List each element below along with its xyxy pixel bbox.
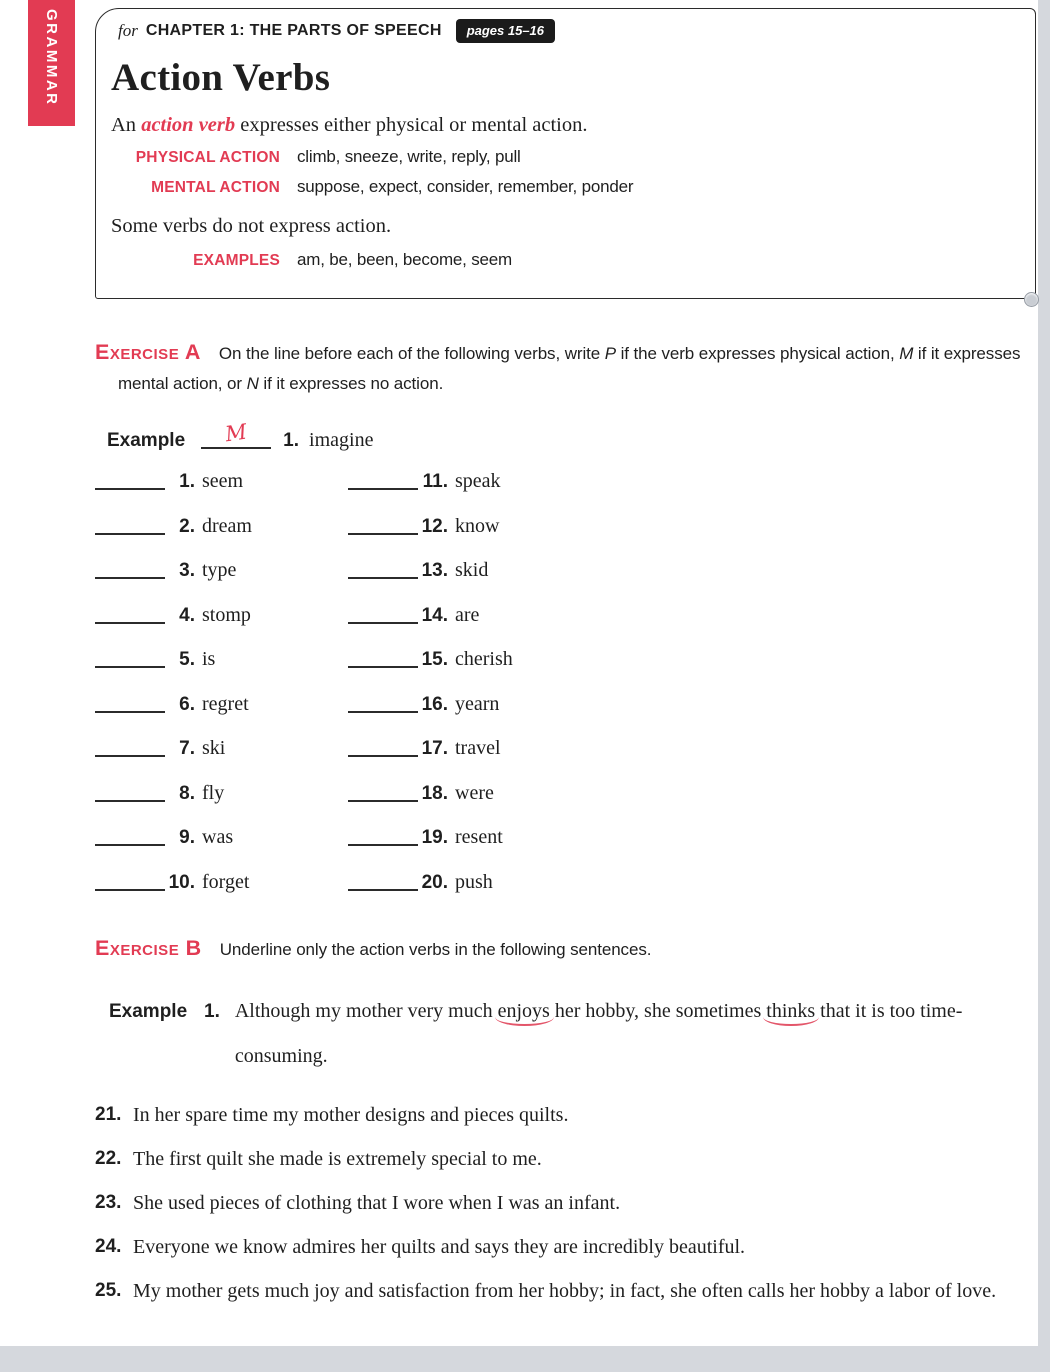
verb-number: 2.	[179, 515, 195, 537]
exercise-a-example	[107, 419, 1036, 452]
box-corner-handle[interactable]	[1024, 292, 1039, 307]
verb-word: resent	[455, 826, 503, 848]
verb-item-16	[348, 693, 513, 738]
answer-blank-18[interactable]	[348, 798, 418, 802]
verb-number: 16.	[421, 693, 448, 715]
rule-box	[95, 8, 1036, 299]
verb-word: seem	[202, 470, 244, 492]
answer-blank-4[interactable]	[95, 620, 165, 624]
verb-number: 18.	[421, 782, 448, 804]
underlined-verb-1: enjoys	[497, 1000, 550, 1022]
exercise-a-label: Exercise A	[95, 340, 201, 364]
answer-blank-13[interactable]	[348, 575, 418, 579]
physical-action-row	[108, 147, 1023, 167]
instructions-part-1: On the line before each of the following verbs, write	[218, 344, 605, 363]
sentence-text: She used pieces of clothing that I wore when I was an infant.	[133, 1192, 621, 1214]
chapter-header	[108, 17, 1023, 43]
answer-blank-1[interactable]	[95, 486, 165, 490]
verb-number: 17.	[421, 738, 448, 759]
exercise-a-section	[95, 337, 1036, 915]
verb-number: 13.	[421, 560, 448, 581]
sentence-text: Everyone we know admires her quilts and says they are incredibly beautiful.	[133, 1236, 746, 1258]
verb-word: travel	[455, 737, 501, 759]
verb-word: speak	[455, 470, 501, 492]
instructions-part-4: if it expresses no action.	[258, 374, 444, 393]
verb-number: 19.	[421, 827, 448, 848]
handwritten-answer: M	[223, 419, 249, 447]
sentence-number: 21.	[95, 1104, 122, 1125]
physical-action-examples: climb, sneeze, write, reply, pull	[297, 147, 521, 166]
example-sentence-part-1: Although my mother very much	[234, 1000, 498, 1022]
verb-item-14	[348, 604, 513, 649]
verb-item-5	[95, 648, 348, 693]
definition-sentence	[111, 114, 1023, 137]
verb-word: skid	[455, 559, 489, 581]
exercise-b-section	[95, 933, 1036, 1313]
answer-blank-17[interactable]	[348, 753, 418, 757]
answer-blank-19[interactable]	[348, 842, 418, 846]
verb-word: push	[455, 870, 493, 893]
for-label: for	[118, 21, 138, 40]
exercise-a-heading	[95, 337, 1035, 399]
instructions-part-2: if the verb expresses physical action,	[615, 344, 900, 363]
verb-number: 1.	[179, 471, 195, 492]
verb-item-20	[348, 871, 513, 916]
verb-item-18	[348, 782, 513, 827]
verb-number: 15.	[421, 649, 448, 670]
verb-item-13	[348, 559, 513, 604]
sentence-number: 24.	[95, 1236, 122, 1257]
answer-blank-11[interactable]	[348, 486, 418, 490]
verb-word: type	[202, 559, 237, 581]
examples-row	[108, 250, 1023, 270]
examples-text: am, be, been, become, seem	[297, 250, 512, 269]
verb-item-6	[95, 693, 348, 738]
example-number: 1.	[283, 430, 300, 451]
verb-item-2	[95, 515, 348, 560]
page-title: Action Verbs	[111, 56, 331, 99]
worksheet-content	[95, 8, 1036, 1313]
verb-item-8	[95, 782, 348, 827]
underlined-verb-2: thinks	[766, 1000, 816, 1022]
example-word: imagine	[309, 429, 374, 451]
sentence-text: My mother gets much joy and satisfaction from her hobby; in fact, she often calls her hobby a labor of love.	[133, 1280, 997, 1302]
instructions-part-3: if it expresses mental action, or	[118, 344, 1021, 393]
sentence-number: 23.	[95, 1192, 122, 1213]
verb-column-left	[95, 470, 348, 915]
definition-intro-post: expresses either physical or mental action.	[235, 114, 588, 136]
verb-word: fly	[202, 781, 225, 804]
instruction-letter-m: M	[899, 344, 914, 363]
verb-item-15	[348, 648, 513, 693]
sentence-21	[95, 1093, 1036, 1137]
example-label: Example	[107, 430, 186, 451]
pages-badge: pages 15–16	[456, 19, 555, 43]
answer-blank-10[interactable]	[95, 887, 165, 891]
answer-blank-12[interactable]	[348, 531, 418, 535]
answer-blank-16[interactable]	[348, 709, 418, 713]
verb-number: 7.	[179, 738, 195, 759]
verb-word: ski	[202, 737, 226, 759]
verb-item-9	[95, 826, 348, 871]
example-label: Example	[109, 1001, 188, 1022]
examples-label: EXAMPLES	[193, 252, 280, 269]
definition-note: Some verbs do not express action.	[111, 215, 392, 237]
verb-word: forget	[202, 870, 250, 893]
mental-action-label: MENTAL ACTION	[151, 179, 280, 196]
verb-item-12	[348, 515, 513, 560]
mental-action-examples: suppose, expect, consider, remember, ponder	[297, 177, 634, 196]
verb-word: know	[455, 514, 500, 537]
verb-number: 12.	[421, 515, 448, 537]
verb-item-17	[348, 737, 513, 782]
verb-word: are	[455, 603, 480, 626]
exercise-b-label: Exercise B	[95, 936, 202, 960]
verb-item-4	[95, 604, 348, 649]
physical-action-label: PHYSICAL ACTION	[135, 149, 280, 166]
verb-word: was	[202, 826, 234, 848]
verb-word: were	[455, 781, 494, 804]
answer-blank-3[interactable]	[95, 575, 165, 579]
verb-number: 4.	[179, 604, 195, 626]
example-sentence	[235, 989, 995, 1079]
verb-number: 5.	[179, 649, 195, 670]
verb-item-19	[348, 826, 513, 871]
verb-word: stomp	[202, 603, 251, 626]
verb-number: 14.	[421, 604, 448, 626]
answer-blank-8[interactable]	[95, 798, 165, 802]
term-action-verb: action verb	[141, 114, 236, 136]
example-answer-blank	[201, 419, 271, 449]
sentence-text: In her spare time my mother designs and pieces quilts.	[133, 1104, 569, 1126]
answer-blank-20[interactable]	[348, 887, 418, 891]
verb-number: 8.	[179, 782, 195, 804]
mental-action-row	[108, 177, 1023, 197]
answer-blank-15[interactable]	[348, 664, 418, 668]
example-sentence-part-2: her hobby, she sometimes	[549, 1000, 767, 1022]
sentence-24	[95, 1225, 1036, 1269]
verb-number: 10.	[168, 871, 195, 893]
exercise-a-instructions	[118, 344, 1020, 393]
answer-blank-6[interactable]	[95, 709, 165, 713]
grammar-side-tab	[28, 0, 75, 126]
verb-number: 9.	[179, 827, 195, 848]
sentence-text: The first quilt she made is extremely special to me.	[133, 1148, 542, 1170]
answer-blank-14[interactable]	[348, 620, 418, 624]
sentence-list	[95, 1093, 1036, 1313]
verb-word: cherish	[455, 648, 513, 670]
exercise-b-heading	[95, 933, 1035, 965]
answer-blank-9[interactable]	[95, 842, 165, 846]
verb-number: 11.	[422, 471, 448, 492]
verb-list	[95, 470, 1036, 915]
answer-blank-5[interactable]	[95, 664, 165, 668]
verb-word: is	[202, 648, 216, 670]
verb-number: 6.	[179, 693, 195, 715]
sentence-23	[95, 1181, 1036, 1225]
verb-number: 20.	[421, 871, 448, 893]
sentence-25	[95, 1269, 1036, 1313]
verb-word: regret	[202, 692, 249, 715]
side-tab-label: GRAMMAR	[43, 9, 60, 107]
verb-item-11	[348, 470, 513, 515]
verb-word: yearn	[455, 692, 500, 715]
definition-intro-pre: An	[111, 114, 142, 136]
instruction-letter-p: P	[604, 344, 616, 363]
verb-item-10	[95, 871, 348, 916]
verb-item-7	[95, 737, 348, 782]
example-sentence-part-3: that it is too time-consuming.	[234, 1000, 963, 1067]
verb-column-right	[348, 470, 513, 915]
verb-item-3	[95, 559, 348, 604]
example-number: 1.	[204, 1001, 220, 1022]
sentence-number: 25.	[95, 1280, 122, 1301]
answer-blank-2[interactable]	[95, 531, 165, 535]
sentence-number: 22.	[95, 1148, 122, 1169]
answer-blank-7[interactable]	[95, 753, 165, 757]
instruction-letter-n: N	[246, 374, 259, 393]
sentence-22	[95, 1137, 1036, 1181]
verb-number: 3.	[179, 560, 195, 581]
exercise-b-example	[109, 989, 1036, 1079]
verb-item-1	[95, 470, 348, 515]
verb-word: dream	[202, 514, 252, 537]
chapter-title: CHAPTER 1: THE PARTS OF SPEECH	[145, 22, 442, 39]
exercise-b-instructions: Underline only the action verbs in the following sentences.	[219, 940, 652, 959]
